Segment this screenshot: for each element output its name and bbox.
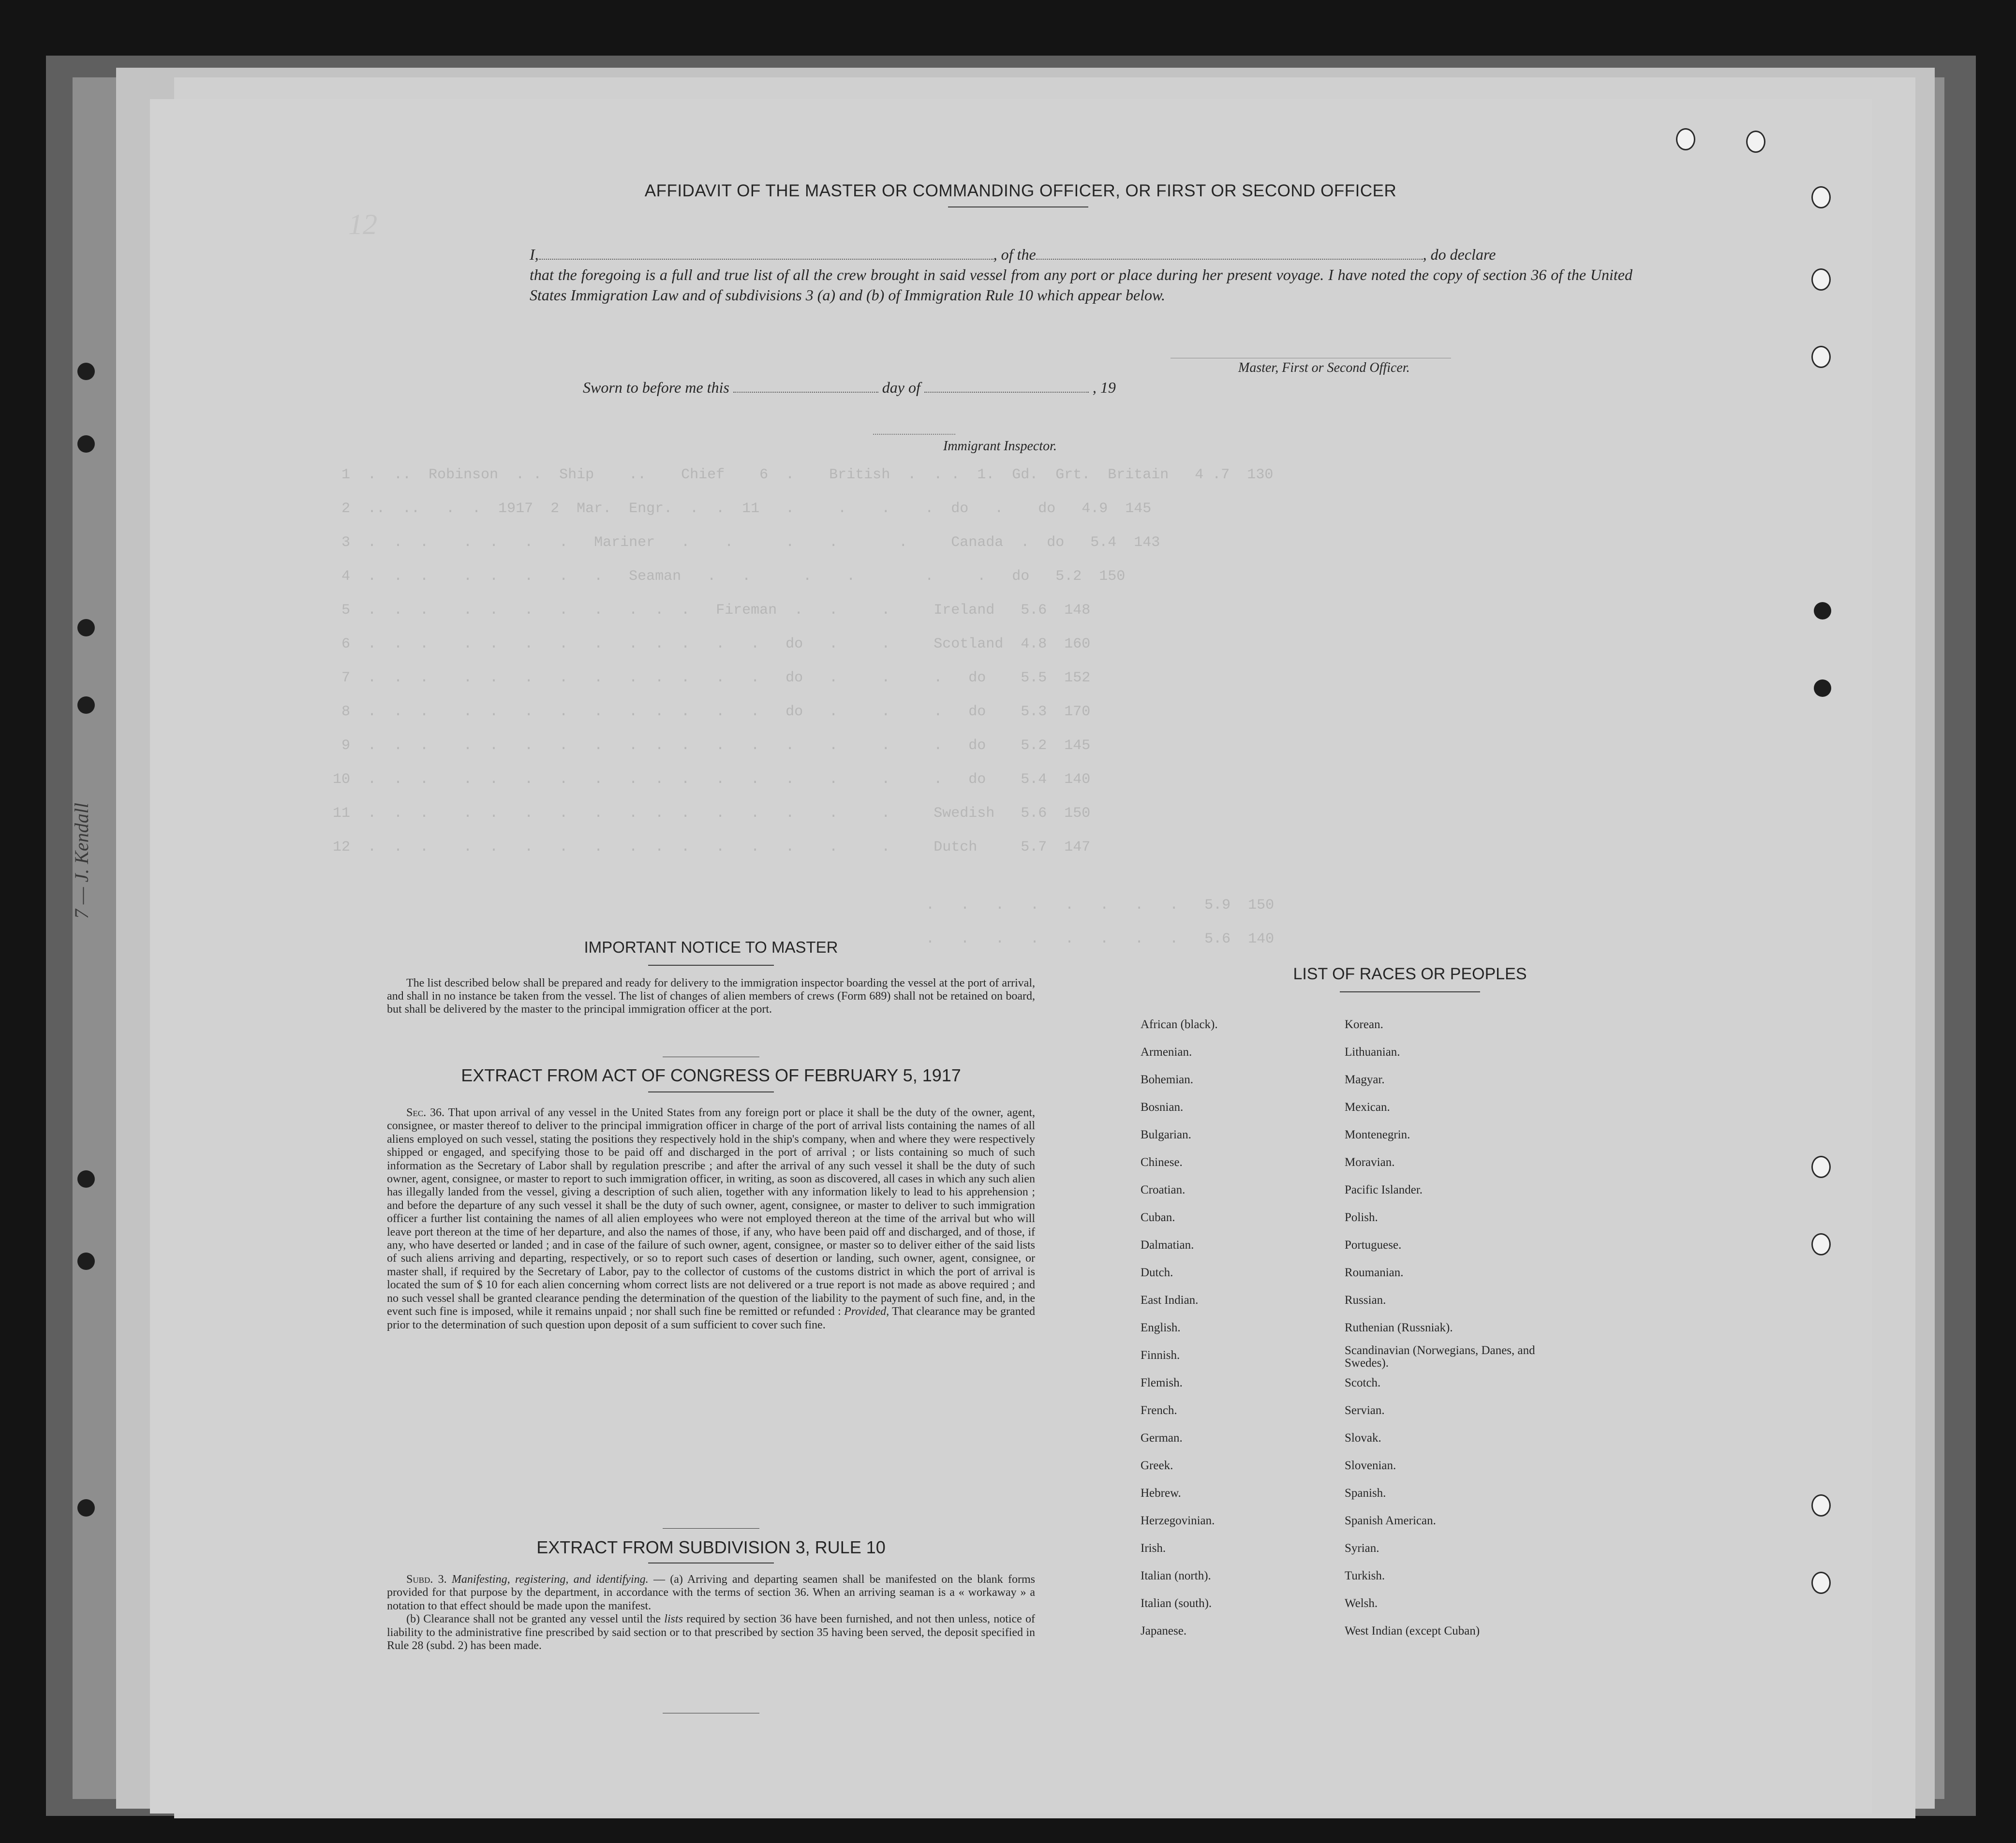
race-item: Greek. bbox=[1141, 1459, 1173, 1472]
bleed-through-text: 1 . .. Robinson . . Ship .. Chief 6 . British . . . 1. Gd. Grt. Britain 4 .7 130 bbox=[324, 467, 1274, 483]
punch-hole bbox=[1676, 128, 1695, 150]
title-rule bbox=[948, 206, 1088, 207]
binder-hole bbox=[77, 1253, 95, 1270]
section-36-end: That clearance may be granted prior to the determination of such question upon deposit of a sum sufficient to cover such fine. bbox=[387, 1305, 1035, 1331]
race-item: Lithuanian. bbox=[1345, 1046, 1400, 1059]
bleed-through-text: 10 . . . . . . . . . . . . . . . . . do 5.4 140 bbox=[324, 771, 1091, 788]
binder-hole bbox=[77, 435, 95, 453]
race-item: East Indian. bbox=[1141, 1294, 1199, 1307]
bleed-through-text: 7 . . . . . . . . . . . . . do . . . do 5.5 152 bbox=[324, 670, 1091, 686]
bleed-through-text: 8 . . . . . . . . . . . . . do . . . do 5.3 170 bbox=[324, 704, 1091, 720]
declaration-text: that the foregoing is a full and true list of all the crew brought in said vessel from any port or place during her present voyage. I have noted the copy of section 36 of the United States Immigration Law and of subdivisions 3 (a) and (b) of Immigration Rule 10 which appear below. bbox=[530, 266, 1632, 304]
affidavit-title: AFFIDAVIT OF THE MASTER OR COMMANDING OFFICER, OR FIRST OR SECOND OFFICER bbox=[644, 181, 1397, 200]
race-item: Pacific Islander. bbox=[1345, 1183, 1423, 1196]
race-item: French. bbox=[1141, 1404, 1177, 1417]
race-item: Croatian. bbox=[1141, 1183, 1186, 1196]
race-item: Italian (north). bbox=[1141, 1569, 1211, 1582]
inspector-signature-line[interactable] bbox=[873, 434, 955, 435]
punch-hole bbox=[1811, 1233, 1831, 1255]
race-item: Syrian. bbox=[1345, 1542, 1379, 1555]
punch-hole bbox=[1811, 346, 1831, 368]
provided-word: Provided, bbox=[844, 1305, 889, 1318]
race-item: Spanish American. bbox=[1345, 1514, 1436, 1527]
para-b-post: required by section 36 have been furnished, and not then unless, notice of liability to the administrative fine prescribed by said section or to that prescribed by section 35 having been served, the deposit specified in Rule 28 (subd. 2) has been made. bbox=[387, 1613, 1036, 1652]
binder-hole bbox=[77, 619, 95, 636]
para-a-text: — (a) Arriving and departing seamen shall be manifested on the blank forms provided for that purpose by the department, in accordance with the terms of section 36. When an arriving seaman is a « workaway » a notation to that effect should be made upon the manifest. bbox=[387, 1573, 1035, 1612]
race-item: Scotch. bbox=[1345, 1376, 1381, 1389]
race-item: Irish. bbox=[1141, 1542, 1166, 1555]
day-field[interactable] bbox=[733, 379, 878, 393]
sworn-line bbox=[583, 379, 1116, 397]
race-item: Japanese. bbox=[1141, 1624, 1187, 1637]
race-item: Welsh. bbox=[1345, 1597, 1378, 1610]
signature-label: Master, First or Second Officer. bbox=[1238, 360, 1410, 375]
race-item: English. bbox=[1141, 1321, 1181, 1334]
race-item: Herzegovinian. bbox=[1141, 1514, 1215, 1527]
bleed-through-text: 11 . . . . . . . . . . . . . . . . Swedish 5.6 150 bbox=[324, 805, 1091, 822]
do-declare-label: , do declare bbox=[1423, 246, 1496, 263]
act-extract-title: EXTRACT FROM ACT OF CONGRESS OF FEBRUARY 5, 1917 bbox=[461, 1065, 961, 1085]
race-item: German. bbox=[1141, 1431, 1183, 1445]
title-rule bbox=[648, 965, 774, 966]
race-item: Cuban. bbox=[1141, 1211, 1175, 1224]
binder-hole bbox=[77, 363, 95, 380]
title-rule bbox=[648, 1091, 774, 1092]
race-item: Bulgarian. bbox=[1141, 1128, 1191, 1141]
punch-hole bbox=[1811, 1156, 1831, 1178]
bleed-through-text: 4 . . . . . . . . Seaman . . . . . . do 5.2 150 bbox=[324, 568, 1126, 585]
notice-body bbox=[387, 977, 1035, 1016]
section-36-body: That upon arrival of any vessel in the United States from any foreign port or place it shall be the duty of the owner, agent, consignee, or master thereof to deliver to the principal immigration officer in charge of the port of arrival lists containing the names of all aliens employed on such vessel, stating the positions they respectively hold in the ship's company, when and where they were respectively shipped or engaged, and specifying those to be paid off and discharged in the port of arrival ; or lists containing so much of such information as the Secretary of Labor shall by regulation prescribe ; and after the arrival of any such vessel it shall be the duty of such owner, agent, consignee, or master to report to such immigration officer, in writing, as soon as discovered, all cases in which any such alien has illegally landed from the vessel, giving a description of such alien, together with any information likely to lead to his apprehension ; and before the departure of any such vessel it shall be the duty of such owner, agent, consignee, or master to deliver to such immigration officer a further list containing the names of all alien employees who were not employed thereon at the time of the arrival but who will leave port thereon at the time of her departure, and also the names of those, if any, who have been paid off and discharged, and of those, if any, who have deserted or landed ; and in case of the failure of such owner, agent, consignee, or master so to deliver either of the said lists of such aliens arriving and departing, respectively, or so to report such cases of desertion or landing, such owner, agent, consignee, or master shall, if required by the Secretary of Labor, pay to the collector of customs of the customs district in which the port of arrival is located the sum of $ 10 for each alien concerning whom correct lists are not delivered or a true report is not made as above required ; and no such vessel shall be granted clearance pending the determination of the question of the liability to the payment of such fine, and, in the event such fine is imposed, while it remains unpaid ; nor shall such fine be remitted or refunded : bbox=[387, 1106, 1035, 1318]
margin-handwriting: 7 — J. Kendall bbox=[71, 803, 92, 919]
race-item: Korean. bbox=[1345, 1018, 1383, 1031]
races-column-1 bbox=[1141, 1011, 1324, 1645]
binder-hole bbox=[77, 1499, 95, 1517]
race-item: Italian (south). bbox=[1141, 1597, 1212, 1610]
punch-hole bbox=[1814, 602, 1831, 619]
bleed-through-text: . . . . . . . . 5.9 150 bbox=[900, 897, 1275, 914]
bleed-through-text: 6 . . . . . . . . . . . . . do . . Scotland 4.8 160 bbox=[324, 636, 1091, 652]
race-item: Slovenian. bbox=[1345, 1459, 1396, 1472]
race-item: Spanish. bbox=[1345, 1487, 1386, 1500]
race-item: Roumanian. bbox=[1345, 1266, 1404, 1279]
binder-hole bbox=[77, 696, 95, 714]
race-item: Dutch. bbox=[1141, 1266, 1173, 1279]
para-a bbox=[387, 1573, 1035, 1613]
manifest-page bbox=[150, 99, 1872, 1814]
race-item: Bosnian. bbox=[1141, 1101, 1184, 1114]
punch-hole bbox=[1814, 679, 1831, 697]
race-item: Hebrew. bbox=[1141, 1487, 1181, 1500]
race-item: Portuguese. bbox=[1345, 1238, 1402, 1252]
punch-hole bbox=[1811, 1494, 1831, 1517]
bleed-through-text: 5 . . . . . . . . . . . Fireman . . . Ireland 5.6 148 bbox=[324, 602, 1091, 619]
subd-label: Subd. 3. bbox=[406, 1573, 447, 1586]
year-label: , 19 bbox=[1092, 379, 1116, 396]
race-item: Chinese. bbox=[1141, 1156, 1183, 1169]
notice-text: The list described below shall be prepared and ready for delivery to the immigration inspector boarding the vessel at the port of arrival, and shall in no instance be taken from the vessel. The list of changes of alien members of crews (Form 689) shall not be retained on board, but shall be delivered by the master to the principal immigration officer at the port. bbox=[387, 977, 1035, 1016]
inspector-label: Immigrant Inspector. bbox=[943, 439, 1057, 454]
declaration-line bbox=[530, 244, 1632, 265]
subd-heading: Manifesting, registering, and identifying. bbox=[451, 1573, 649, 1586]
races-title: LIST OF RACES OR PEOPLES bbox=[1293, 965, 1527, 983]
races-column-2 bbox=[1345, 1011, 1557, 1645]
bleed-through-text: 12 . . . . . . . . . . . . . . . . Dutch 5.7 147 bbox=[324, 839, 1091, 855]
race-item: Magyar. bbox=[1345, 1073, 1385, 1086]
para-b-pre: (b) Clearance shall not be granted any vessel until the bbox=[406, 1613, 661, 1626]
race-item: Bohemian. bbox=[1141, 1073, 1194, 1086]
race-item: Dalmatian. bbox=[1141, 1238, 1194, 1252]
corner-annotation: 12 bbox=[348, 208, 377, 240]
race-item: Slovak. bbox=[1345, 1431, 1381, 1445]
race-item: Montenegrin. bbox=[1345, 1128, 1410, 1141]
i-label: I, bbox=[530, 246, 539, 263]
punch-hole bbox=[1811, 1572, 1831, 1594]
vessel-field[interactable] bbox=[1036, 246, 1423, 260]
day-of-label: day of bbox=[882, 379, 920, 396]
rule-10-text bbox=[387, 1573, 1035, 1652]
bleed-through-text: . . . . . . . . 5.6 140 bbox=[900, 931, 1275, 947]
month-field[interactable] bbox=[924, 379, 1089, 393]
affidavit-body bbox=[530, 244, 1632, 305]
punch-hole bbox=[1811, 268, 1831, 291]
race-item: Armenian. bbox=[1141, 1046, 1192, 1059]
race-item: Russian. bbox=[1345, 1294, 1386, 1307]
of-the-label: , of the bbox=[993, 246, 1036, 263]
race-item: Ruthenian (Russniak). bbox=[1345, 1321, 1453, 1334]
race-item: Finnish. bbox=[1141, 1349, 1180, 1362]
race-item: Moravian. bbox=[1345, 1156, 1395, 1169]
name-field[interactable] bbox=[539, 246, 993, 260]
binder-hole bbox=[77, 1170, 95, 1188]
notice-title: IMPORTANT NOTICE TO MASTER bbox=[584, 938, 838, 956]
rule-extract-title: EXTRACT FROM SUBDIVISION 3, RULE 10 bbox=[536, 1537, 886, 1557]
section-label: Sec. 36. bbox=[406, 1106, 445, 1119]
section-36-text bbox=[387, 1106, 1035, 1332]
title-rule bbox=[1340, 991, 1480, 992]
punch-hole bbox=[1746, 131, 1765, 153]
race-item: West Indian (except Cuban) bbox=[1345, 1624, 1480, 1637]
lists-word: lists bbox=[664, 1613, 683, 1626]
race-item: Servian. bbox=[1345, 1404, 1385, 1417]
bleed-through-text: 2 .. .. . . 1917 2 Mar. Engr. . . 11 . . . . do . do 4.9 145 bbox=[324, 501, 1152, 517]
race-item: Scandinavian (Norwegians, Danes, and Swedes). bbox=[1345, 1344, 1535, 1370]
sworn-prefix: Sworn to before me this bbox=[583, 379, 729, 396]
race-item: Flemish. bbox=[1141, 1376, 1183, 1389]
race-item: Polish. bbox=[1345, 1211, 1378, 1224]
punch-hole bbox=[1811, 186, 1831, 208]
para-b bbox=[387, 1613, 1035, 1652]
section-rule bbox=[663, 1528, 759, 1529]
race-item: Mexican. bbox=[1345, 1101, 1390, 1114]
race-item: African (black). bbox=[1141, 1018, 1218, 1031]
race-item: Turkish. bbox=[1345, 1569, 1385, 1582]
bleed-through-text: 3 . . . . . . . Mariner . . . . . Canada . do 5.4 143 bbox=[324, 534, 1160, 551]
bleed-through-text: 9 . . . . . . . . . . . . . . . . . do 5.2 145 bbox=[324, 737, 1091, 754]
